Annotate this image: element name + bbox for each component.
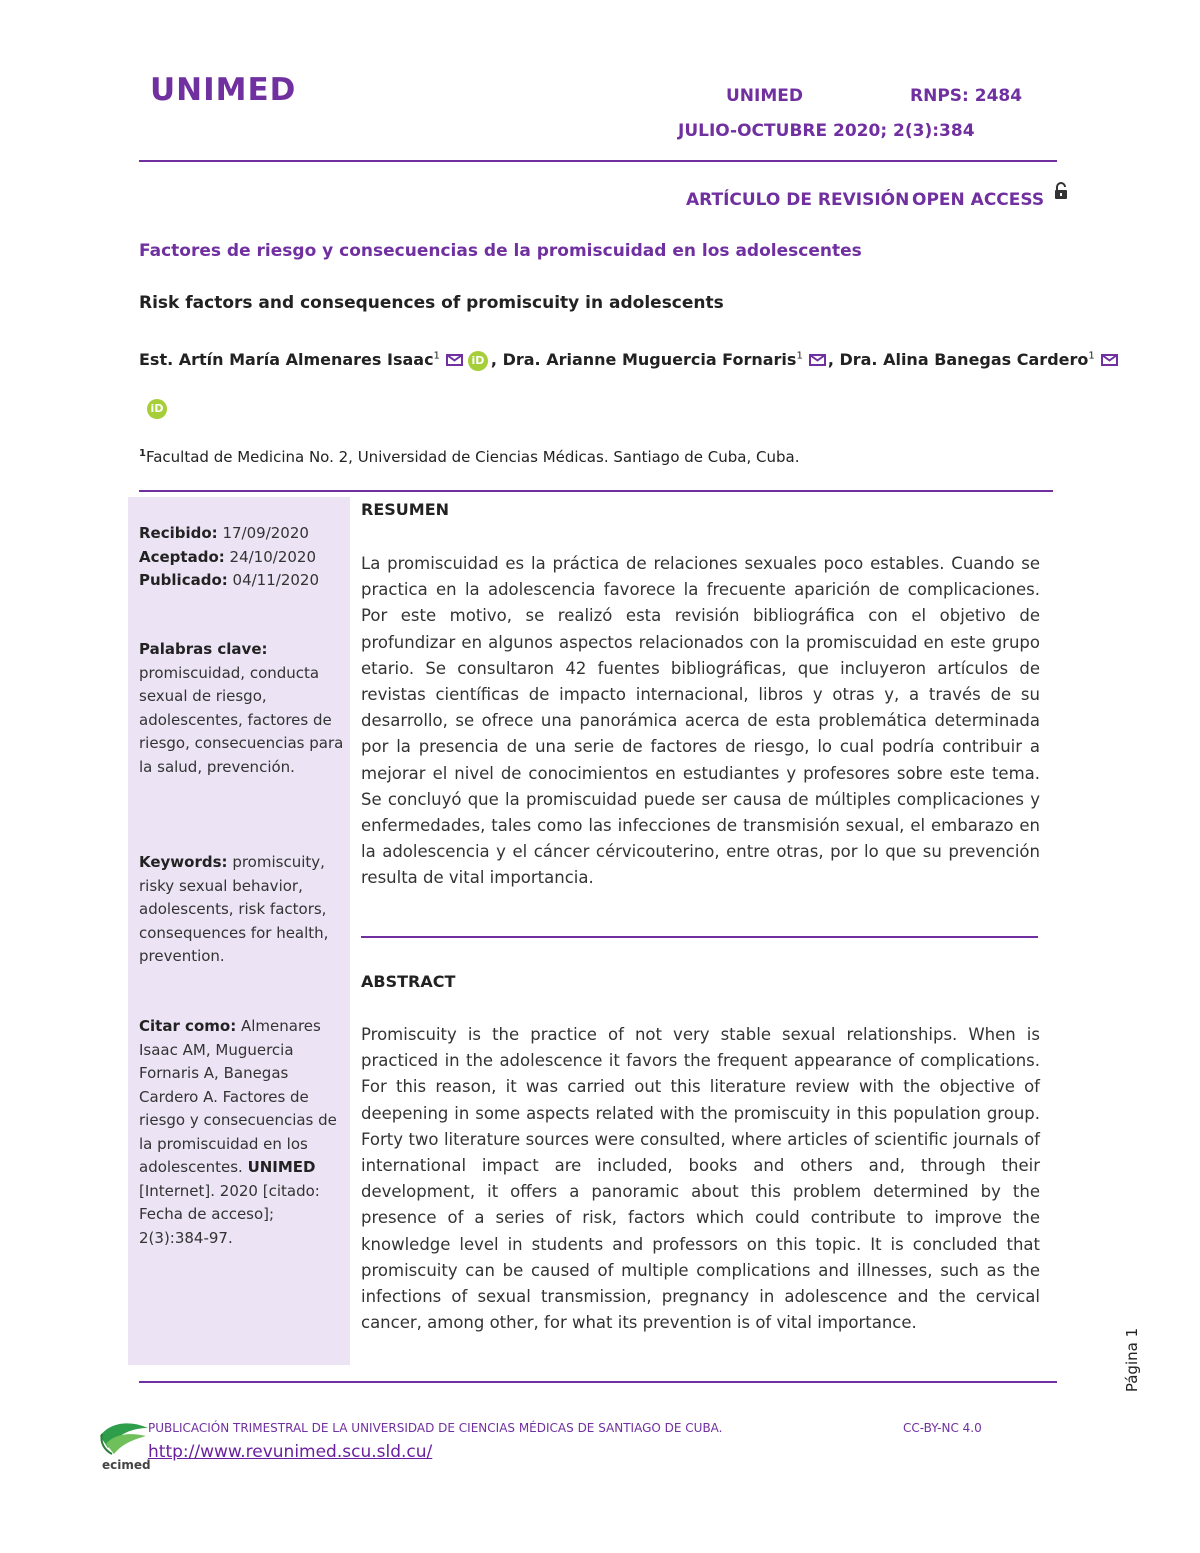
resumen-heading: RESUMEN <box>361 500 450 519</box>
author-3: , Dra. Alina Banegas Cardero <box>827 350 1089 369</box>
mail-icon[interactable] <box>1101 354 1118 366</box>
accepted-label: Aceptado: <box>139 547 225 566</box>
keywords-en: promiscuity, risky sexual behavior, adolescents, risk factors, consequences for health, prevention. <box>139 853 329 965</box>
author-list <box>139 350 1120 371</box>
resumen-text: La promiscuidad es la práctica de relaciones sexuales poco estables. Cuando se practica en la adolescencia favorece la frecuente aparición de complicaciones. Por este motivo, se realizó esta revisión bibliográfica con el objetivo de profundizar en algunos aspectos relacionados con la promiscuidad en este grupo etario. Se consultaron 42 fuentes bibliográficas, que incluyeron artículos de revistas científicas de impacto internacional, libros y otras y, a través de su desarrollo, se ofrece una panorámica acerca de esta problemática determinada por la presencia de una serie de factores de riesgo, lo cual podría contribuir a mejorar el nivel de conocimientos en estudiantes y profesores sobre este tema. Se concluyó que la promiscuidad puede ser causa de múltiples complicaciones y enfermedades, tales como las infecciones de transmisión sexual, el embarazo en la adolescencia y el cáncer cérvicouterino, entre otras, por lo que su prevención resulta de vital importancia. <box>361 554 1040 888</box>
orcid-icon[interactable]: iD <box>468 351 488 371</box>
publisher-note: PUBLICACIÓN TRIMESTRAL DE LA UNIVERSIDAD DE CIENCIAS MÉDICAS DE SANTIAGO DE CUBA. <box>148 1421 723 1435</box>
cite-tail: [Internet]. 2020 [citado: Fecha de acceso]; 2(3):384-97. <box>139 1181 320 1247</box>
journal-name: UNIMED <box>726 86 803 106</box>
author-3-orcid[interactable] <box>144 398 170 419</box>
issue-info: JULIO-OCTUBRE 2020; 2(3):384 <box>678 121 975 141</box>
mail-icon[interactable] <box>809 354 826 366</box>
author-3-affil: 1 <box>1088 350 1095 362</box>
author-1-affil: 1 <box>433 350 440 362</box>
article-title-en: Risk factors and consequences of promiscuity in adolescents <box>139 293 724 313</box>
affiliation <box>139 448 800 466</box>
received-label: Recibido: <box>139 524 218 542</box>
open-access-label: OPEN ACCESS <box>912 190 1045 210</box>
affiliation-number: 1 <box>139 448 146 459</box>
rnps-number: RNPS: 2484 <box>910 86 1023 106</box>
cite-label: Citar como: <box>139 1017 237 1035</box>
keywords-en-label: Keywords: <box>139 853 228 871</box>
affiliation-divider <box>139 490 1053 492</box>
author-1: Est. Artín María Almenares Isaac <box>139 350 434 369</box>
orcid-icon[interactable]: iD <box>147 399 167 419</box>
lock-open-icon <box>1053 182 1069 200</box>
author-2: , Dra. Arianne Muguercia Fornaris <box>490 350 797 369</box>
resumen-divider <box>361 936 1038 938</box>
abstract-heading: ABSTRACT <box>361 972 456 991</box>
article-title-es: Factores de riesgo y consecuencias de la promiscuidad en los adolescentes <box>139 241 862 261</box>
abstract-text: Promiscuity is the practice of not very stable sexual relationships. When is practiced in the adolescence it favors the frequent appearance of complications. For this reason, it was carried out this literature review with the objective of deepening in some aspects related with the promiscuity in this population group. Forty two literature sources were consulted, where articles of scientific journals of international impact are included, books and others and, through their development, it offers a panoramic about this problem determined by the presence of a series of risk, factors which could contribute to improve the knowledge level in students and professors on this topic. It is concluded that promiscuity can be caused of multiple complications and illnesses, such as the infections of sexual transmission, pregnancy in adolescence and the cervical cancer, among other, for what its prevention is of vital importance. <box>361 1025 1040 1333</box>
page-number: Página 1 <box>1123 1327 1141 1393</box>
published-label: Publicado: <box>139 571 228 589</box>
published-date: Publicado: 04/11/2020 <box>139 571 319 589</box>
license-label[interactable]: CC-BY-NC 4.0 <box>903 1421 982 1435</box>
citation-block <box>139 1015 344 1250</box>
ecimed-logo <box>96 1414 156 1472</box>
footer-divider <box>139 1381 1057 1383</box>
journal-website-link[interactable]: http://www.revunimed.scu.sld.cu/ <box>148 1442 433 1462</box>
received-date: Recibido: 17/09/2020 <box>139 524 309 542</box>
mail-icon[interactable] <box>446 354 463 366</box>
keywords-es-label: Palabras clave: <box>139 640 268 658</box>
affiliation-text: Facultad de Medicina No. 2, Universidad de Ciencias Médicas. Santiago de Cuba, Cuba. <box>145 448 800 466</box>
ecimed-logo-text: ecimed <box>102 1458 151 1472</box>
keywords-en-block <box>139 851 344 969</box>
article-type: ARTÍCULO DE REVISIÓN <box>686 190 910 210</box>
journal-brand: UNIMED <box>150 72 297 108</box>
keywords-es-block <box>139 638 344 779</box>
accepted-date: Aceptado: 24/10/2020 <box>139 547 316 566</box>
header-divider <box>139 160 1057 162</box>
keywords-es: promiscuidad, conducta sexual de riesgo, adolescentes, factores de riesgo, consecuencias para la salud, prevención. <box>139 663 344 776</box>
cite-journal: UNIMED <box>247 1158 316 1176</box>
dates-block <box>139 522 344 593</box>
author-2-affil: 1 <box>796 350 803 362</box>
cite-text: Almenares Isaac AM, Muguercia Fornaris A, Banegas Cardero A. Factores de riesgo y consecuencias de la promiscuidad en los adolescentes. <box>139 1017 337 1176</box>
